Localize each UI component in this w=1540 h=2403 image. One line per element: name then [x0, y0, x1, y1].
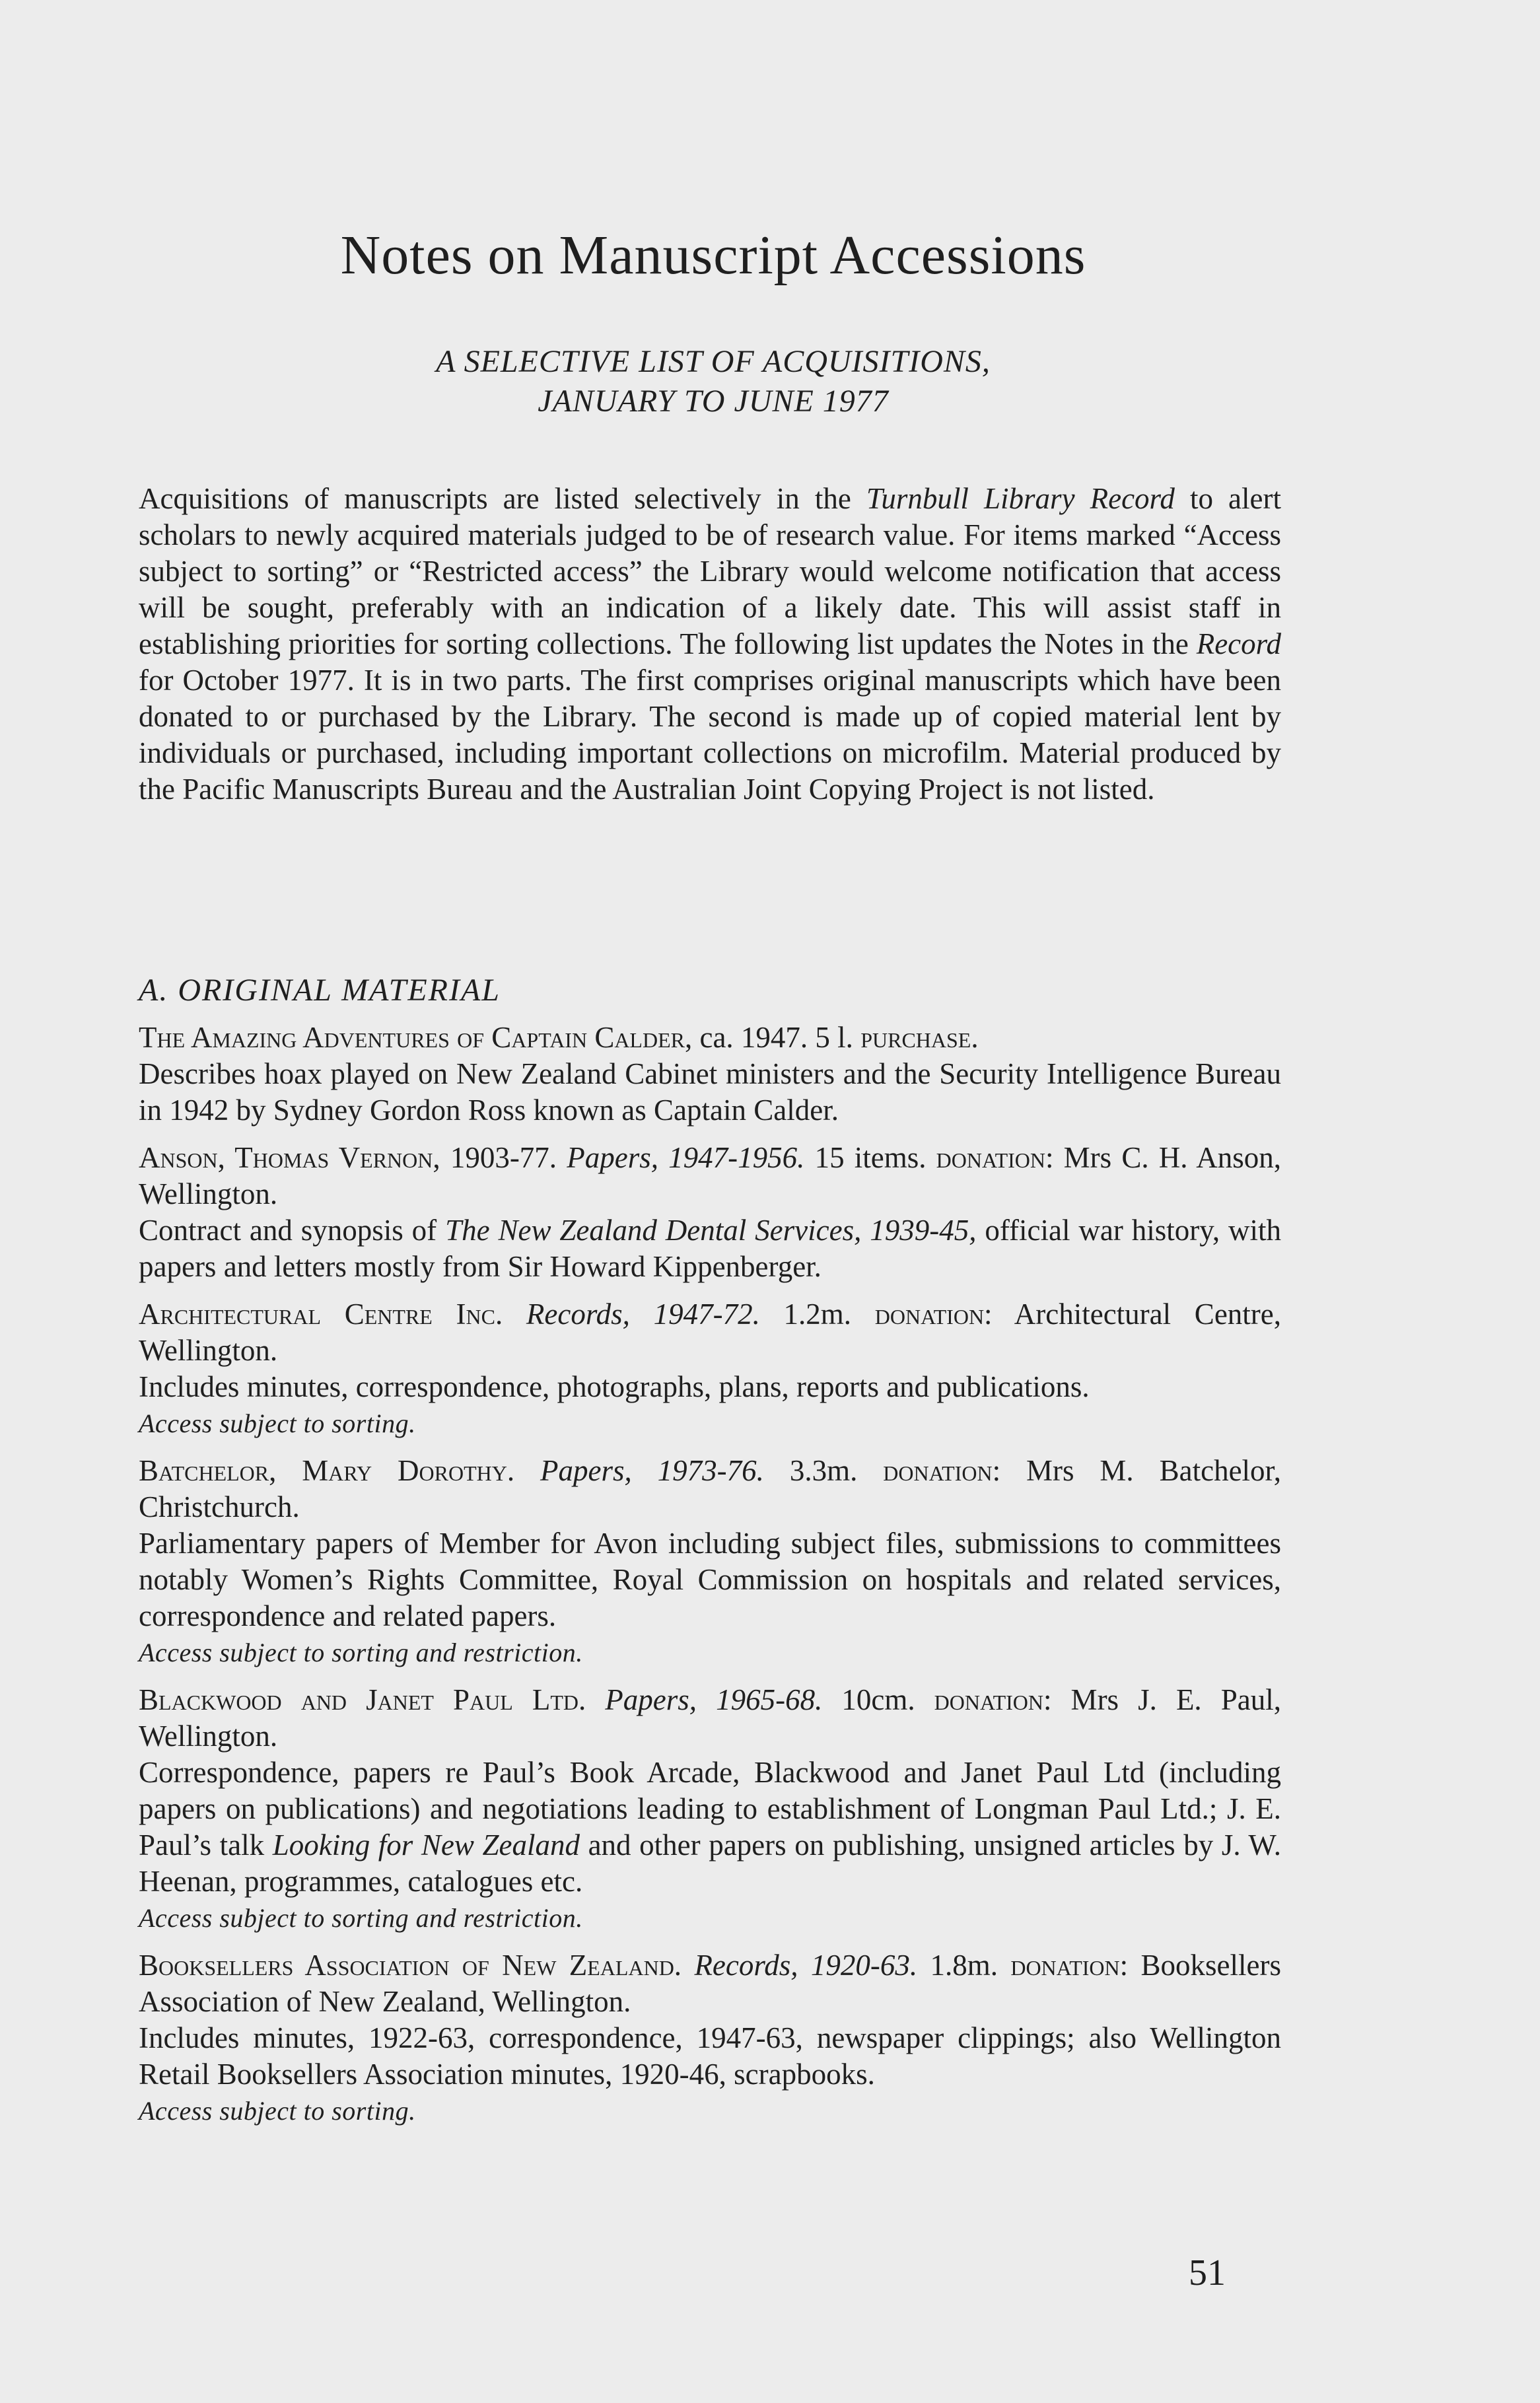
entry-title: Papers, 1947-1956.: [567, 1141, 805, 1174]
entry-name: Booksellers Association of New Zealand.: [139, 1949, 682, 1982]
entry-description: [139, 1369, 1281, 1405]
entry-heading: [139, 1682, 1281, 1755]
intro-text-1: Acquisitions of manuscripts are listed selectively in the: [139, 482, 866, 515]
entry-details: , 1903-77.: [433, 1141, 567, 1174]
entry-description-text: Includes minutes, 1922-63, correspondence, 1947-63, newspaper clippings; also Wellington Retail Booksellers Association minutes, 1920-46, scrapbooks.: [139, 2021, 1281, 2091]
entry-title: Records, 1947-72.: [526, 1298, 760, 1331]
entry-heading: [139, 1947, 1281, 2020]
entry-description-text: Includes minutes, correspondence, photographs, plans, reports and publications.: [139, 1370, 1090, 1403]
entry-source: Mrs J. E. Paul, Wellington.: [139, 1683, 1281, 1753]
list-item: [139, 1296, 1281, 1442]
entry-source-label: donation:: [1010, 1949, 1129, 1982]
entry-description: [139, 1525, 1281, 1634]
entry-title: Papers, 1973-76.: [540, 1454, 764, 1487]
entry-source: Architectural Centre, Wellington.: [139, 1298, 1282, 1367]
entry-source: Booksellers Association of New Zealand, Wellington.: [139, 1949, 1281, 2018]
intro-record-title: Record: [1196, 627, 1281, 660]
entry-details: [586, 1683, 605, 1716]
entry-description: [139, 1056, 1281, 1129]
entry-details: [682, 1949, 694, 1982]
entry-heading: [139, 1453, 1281, 1525]
entry-details: [503, 1298, 526, 1331]
entry-description: [139, 1755, 1281, 1900]
entry-description-text: Correspondence, papers re Paul’s Book Arcade, Blackwood and Janet Paul Ltd (including papers on publications) and negotiations leading to establishment of Longman Paul Ltd.; J. E. Paul’s talk: [139, 1756, 1281, 1862]
entry-description: [139, 1212, 1281, 1285]
subtitle: [0, 342, 1426, 421]
entry-list: [139, 1020, 1281, 2140]
list-item: [139, 1140, 1281, 1285]
page-title: Notes on Manuscript Accessions: [340, 225, 1086, 286]
entry-source-label: donation:: [936, 1141, 1054, 1174]
entry-source: Mrs C. H. Anson, Wellington.: [139, 1141, 1281, 1210]
entry-description-text: and other papers on publishing, unsigned articles by J. W. Heenan, programmes, catalogues etc.: [139, 1828, 1281, 1898]
entry-source-label: purchase.: [860, 1021, 979, 1054]
entry-name: Anson, Thomas Vernon: [139, 1141, 433, 1174]
entry-description-text: official war history, with papers and letters mostly from Sir Howard Kippenberger.: [139, 1214, 1281, 1283]
intro-text-3: for October 1977. It is in two parts. The first comprises original manuscripts which have been donated to or purchased by the Library. The second is made up of copied material lent by individuals or purchased, including important collections on microfilm. Material produced by the Pacific Manuscripts Bureau and the Australian Joint Copying Project is not listed.: [139, 664, 1281, 806]
list-item: [139, 1947, 1281, 2129]
entry-extent: 3.3m.: [763, 1454, 884, 1487]
list-item: [139, 1453, 1281, 1671]
entry-title: Papers, 1965-68.: [605, 1683, 823, 1716]
entry-heading: [139, 1296, 1281, 1369]
entry-extent: 10cm.: [822, 1683, 934, 1716]
entry-heading: [139, 1140, 1281, 1212]
entry-extent: 1.8m.: [917, 1949, 1011, 1982]
entry-source-label: donation:: [934, 1683, 1052, 1716]
entry-access-note: Access subject to sorting.: [139, 2096, 416, 2126]
entry-source-label: donation:: [883, 1454, 1001, 1487]
entry-extent: 15 items.: [804, 1141, 936, 1174]
intro-journal-title: Turnbull Library Record: [866, 482, 1175, 515]
subtitle-line-2: JANUARY TO JUNE 1977: [538, 384, 889, 419]
entry-name: Blackwood and Janet Paul Ltd.: [139, 1683, 586, 1716]
entry-details: [514, 1454, 540, 1487]
subtitle-line-1: A SELECTIVE LIST OF ACQUISITIONS,: [436, 344, 991, 379]
page-number: 51: [1189, 2252, 1226, 2293]
section-heading: A. ORIGINAL MATERIAL: [139, 973, 501, 1008]
entry-title: Records, 1920-63.: [694, 1949, 918, 1982]
entry-name: Architectural Centre Inc.: [139, 1298, 503, 1331]
entry-heading: [139, 1020, 1281, 1056]
entry-description-title: Looking for New Zealand: [272, 1828, 580, 1862]
entry-access-note: Access subject to sorting.: [139, 1409, 416, 1438]
entry-description: [139, 2020, 1281, 2093]
entry-name: Batchelor, Mary Dorothy.: [139, 1454, 515, 1487]
entry-name: The Amazing Adventures of Captain Calder: [139, 1021, 685, 1054]
list-item: [139, 1682, 1281, 1936]
entry-details: , ca. 1947. 5 l.: [684, 1021, 861, 1054]
entry-description-text: Contract and synopsis of: [139, 1214, 446, 1247]
entry-description-text: Describes hoax played on New Zealand Cabinet ministers and the Security Intelligence Bureau in 1942 by Sydney Gordon Ross known as Captain Calder.: [139, 1057, 1281, 1127]
entry-description-title: The New Zealand Dental Services, 1939-45,: [445, 1214, 977, 1247]
entry-access-note: Access subject to sorting and restriction.: [139, 1903, 583, 1933]
entry-description-text: Parliamentary papers of Member for Avon including subject files, submissions to committees notably Women’s Rights Committee, Royal Commission on hospitals and related services, correspondence and related papers.: [139, 1527, 1281, 1632]
entry-source-label: donation:: [874, 1298, 993, 1331]
intro-text-2: to alert scholars to newly acquired materials judged to be of research value. For items marked “Access subject to sorting” or “Restricted access” the Library would welcome notification that access will be sought, preferably with an indication of a likely date. This will assist staff in establishing priorities for sorting collections. The following list updates the Notes in the: [139, 482, 1281, 660]
intro-paragraph: [139, 481, 1281, 808]
list-item: [139, 1020, 1281, 1129]
entry-source: Mrs M. Batchelor, Christchurch.: [139, 1454, 1281, 1523]
entry-extent: 1.2m.: [759, 1298, 875, 1331]
entry-access-note: Access subject to sorting and restriction.: [139, 1638, 583, 1667]
